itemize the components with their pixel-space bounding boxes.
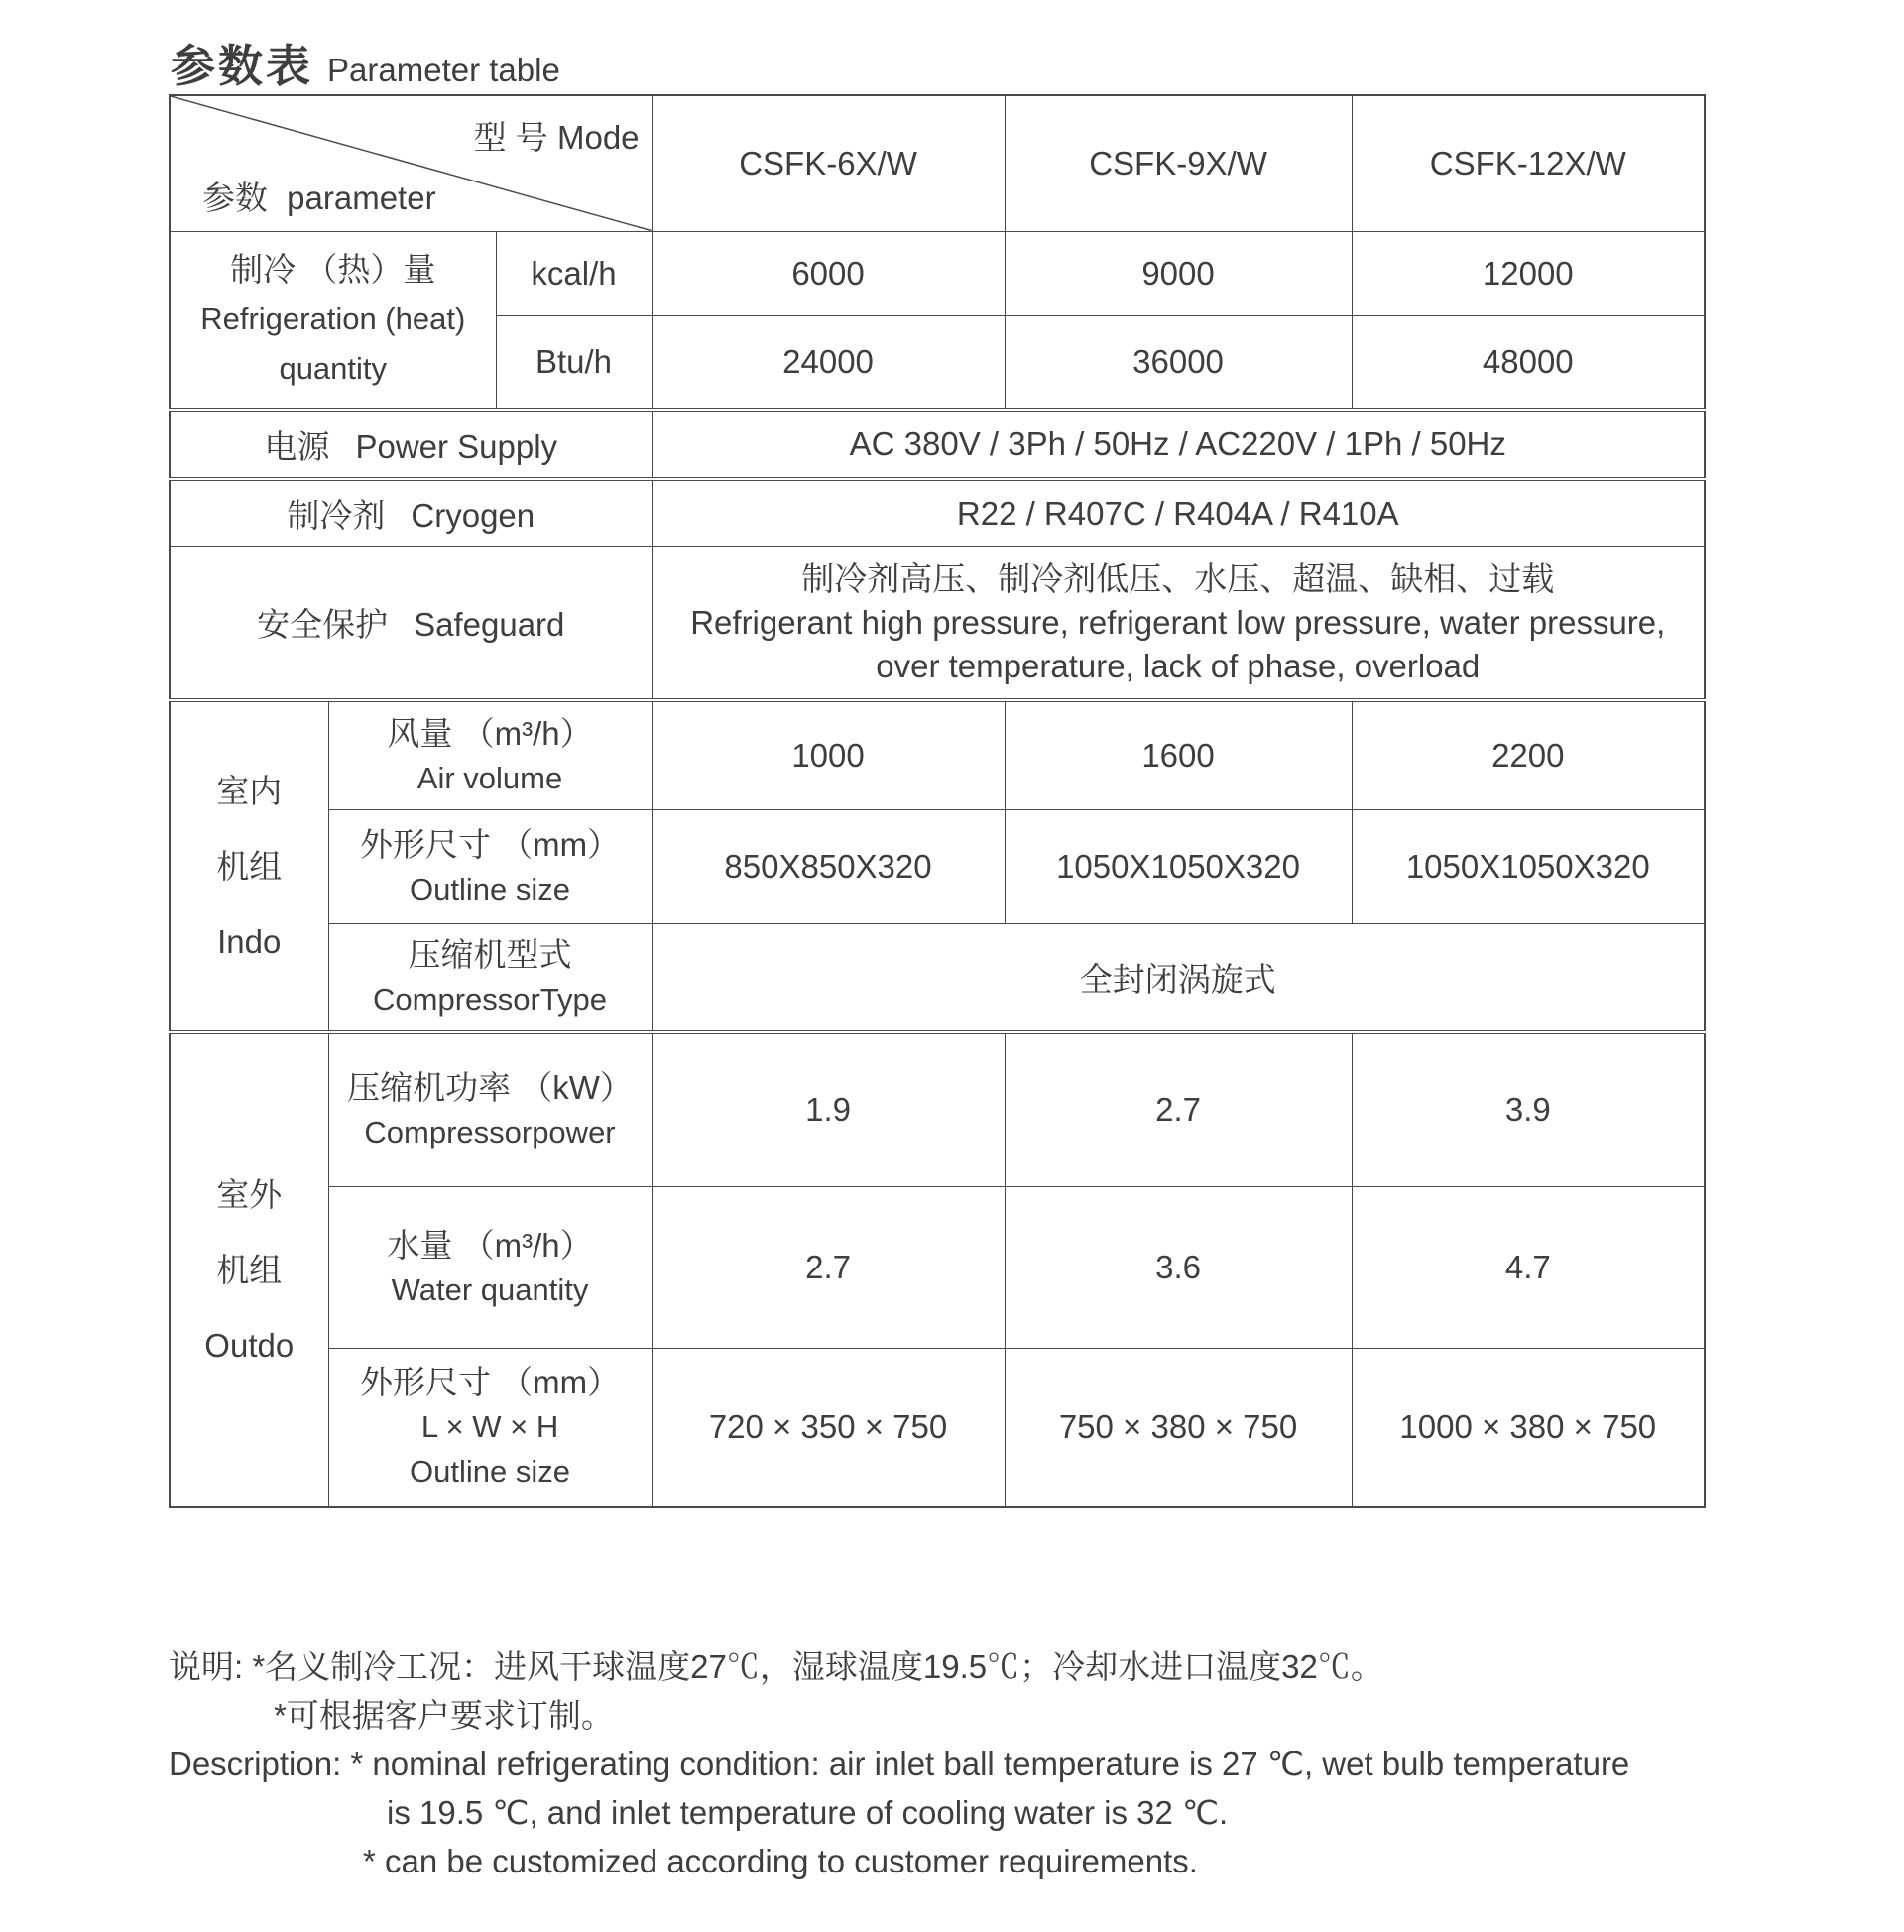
indoor-outline-value-3: 1050X1050X320: [1352, 809, 1705, 923]
compressor-type-value: 全封闭涡旋式: [652, 923, 1705, 1032]
model-header-3: CSFK-12X/W: [1352, 95, 1705, 231]
compressor-type-label: [328, 923, 652, 1032]
refrigeration-label-en2: quantity: [279, 351, 388, 387]
air-volume-value-2: 1600: [1005, 700, 1352, 809]
outdoor-outline-row: [170, 1348, 1705, 1507]
refrigeration-label-zh: 制冷 （热）量: [230, 251, 436, 289]
compressor-power-value-2: 2.7: [1005, 1032, 1352, 1186]
safeguard-row: [170, 546, 1705, 700]
water-quantity-label: [328, 1186, 652, 1348]
note-zh-1: 说明: *名义制冷工况：进风干球温度27℃，湿球温度19.5℃；冷却水进口温度32℃。: [169, 1648, 1383, 1685]
compressor-power-value-3: 3.9: [1352, 1032, 1705, 1186]
cryogen-row: [170, 479, 1705, 546]
page-title-zh: 参数表: [171, 41, 314, 91]
water-quantity-label-en: Water quantity: [391, 1271, 589, 1307]
outdoor-outline-value-1: 720 × 350 × 750: [652, 1348, 1005, 1507]
refrigeration-label-cell: [170, 231, 496, 410]
indoor-section-zh2: 机组: [216, 847, 283, 885]
outdoor-section-cell: [170, 1032, 328, 1507]
note-en-3: * can be customized according to customer requirements.: [363, 1843, 1198, 1879]
value-kcal-1: 6000: [652, 231, 1005, 315]
power-supply-value: AC 380V / 3Ph / 50Hz / AC220V / 1Ph / 50Hz: [652, 410, 1705, 479]
compressor-power-label-en: Compressorpower: [364, 1115, 616, 1150]
unit-cell-kcal: kcal/h: [496, 231, 652, 315]
outdoor-outline-label-zh: 外形尺寸 （mm）: [359, 1364, 621, 1401]
model-header-1: CSFK-6X/W: [652, 95, 1005, 231]
indoor-section-zh1: 室内: [216, 772, 283, 809]
indoor-outline-value-2: 1050X1050X320: [1005, 809, 1352, 923]
cryogen-label-zh: 制冷剂: [287, 497, 386, 535]
power-supply-label-en: Power Supply: [355, 427, 558, 465]
cryogen-value: R22 / R407C / R404A / R410A: [652, 479, 1705, 546]
outdoor-outline-label: [328, 1348, 652, 1507]
safeguard-label-en: Safeguard: [414, 606, 565, 644]
indoor-outline-label-en: Outline size: [410, 871, 570, 906]
value-kcal-2: 9000: [1005, 231, 1352, 315]
air-volume-value-3: 2200: [1352, 700, 1705, 809]
power-supply-label-zh: 电源: [264, 427, 330, 465]
footnotes: [169, 1642, 1716, 1885]
indoor-section-cell: [170, 700, 328, 1032]
air-volume-row: [170, 700, 1705, 809]
outdoor-outline-value-2: 750 × 380 × 750: [1005, 1348, 1352, 1507]
outdoor-section-zh1: 室外: [216, 1175, 283, 1213]
indoor-section-en: Indo: [217, 922, 282, 960]
air-volume-value-1: 1000: [652, 700, 1005, 809]
water-quantity-value-1: 2.7: [652, 1186, 1005, 1348]
parameter-table: [169, 94, 1706, 1508]
cryogen-label: [170, 479, 652, 546]
compressor-power-label-zh: 压缩机功率 （kW）: [347, 1069, 633, 1107]
outdoor-section-en: Outdo: [204, 1326, 295, 1364]
header-mode-label: 型 号 Mode: [473, 119, 640, 156]
water-quantity-label-zh: 水量 （m³/h）: [387, 1226, 593, 1264]
header-diagonal-cell: [170, 95, 652, 231]
page-title: [171, 30, 560, 94]
value-btu-3: 48000: [1352, 315, 1705, 410]
unit-cell-btu: Btu/h: [496, 315, 652, 410]
safeguard-value-en1: Refrigerant high pressure, refrigerant low pressure, water pressure,: [690, 603, 1666, 641]
water-quantity-value-3: 4.7: [1352, 1186, 1705, 1348]
safeguard-value-zh: 制冷剂高压、制冷剂低压、水压、超温、缺相、过载: [801, 559, 1555, 597]
air-volume-label: [328, 700, 652, 809]
air-volume-label-en: Air volume: [416, 760, 563, 795]
page-title-en: Parameter table: [327, 52, 560, 88]
header-param-label: 参数 parameter: [202, 179, 436, 216]
compressor-power-label: [328, 1032, 652, 1186]
compressor-power-row: [170, 1032, 1705, 1186]
power-supply-row: [170, 410, 1705, 479]
indoor-outline-value-1: 850X850X320: [652, 809, 1005, 923]
compressor-type-label-zh: 压缩机型式: [408, 936, 572, 974]
refrigeration-kcal-row: [170, 231, 1705, 315]
power-supply-label: [170, 410, 652, 479]
header-row: [170, 95, 1705, 231]
note-en-1: Description: * nominal refrigerating condition: air inlet ball temperature is 27 ℃, wet bulb temperature: [169, 1746, 1630, 1782]
indoor-outline-row: [170, 809, 1705, 923]
refrigeration-label-en1: Refrigeration (heat): [200, 302, 466, 337]
value-btu-2: 36000: [1005, 315, 1352, 410]
note-en-2: is 19.5 ℃, and inlet temperature of cooling water is 32 ℃.: [387, 1794, 1229, 1831]
safeguard-value-en2: over temperature, lack of phase, overload: [876, 647, 1481, 684]
safeguard-value: [652, 546, 1705, 700]
indoor-outline-label-zh: 外形尺寸 （mm）: [359, 825, 621, 863]
outdoor-section-zh2: 机组: [216, 1251, 283, 1288]
compressor-type-row: [170, 923, 1705, 1032]
air-volume-label-zh: 风量 （m³/h）: [387, 714, 593, 752]
compressor-power-value-1: 1.9: [652, 1032, 1005, 1186]
model-header-2: CSFK-9X/W: [1005, 95, 1352, 231]
indoor-outline-label: [328, 809, 652, 923]
water-quantity-value-2: 3.6: [1005, 1186, 1352, 1348]
safeguard-label-zh: 安全保护: [257, 606, 389, 644]
value-btu-1: 24000: [652, 315, 1005, 410]
safeguard-label: [170, 546, 652, 700]
value-kcal-3: 12000: [1352, 231, 1705, 315]
note-zh-2: *可根据客户要求订制。: [274, 1697, 614, 1734]
water-quantity-row: [170, 1186, 1705, 1348]
compressor-type-label-en: CompressorType: [373, 982, 608, 1018]
cryogen-label-en: Cryogen: [411, 497, 536, 535]
outdoor-outline-label-lwh: L × W × H: [420, 1409, 559, 1445]
outdoor-outline-label-en: Outline size: [410, 1454, 570, 1490]
outdoor-outline-value-3: 1000 × 380 × 750: [1352, 1348, 1705, 1507]
